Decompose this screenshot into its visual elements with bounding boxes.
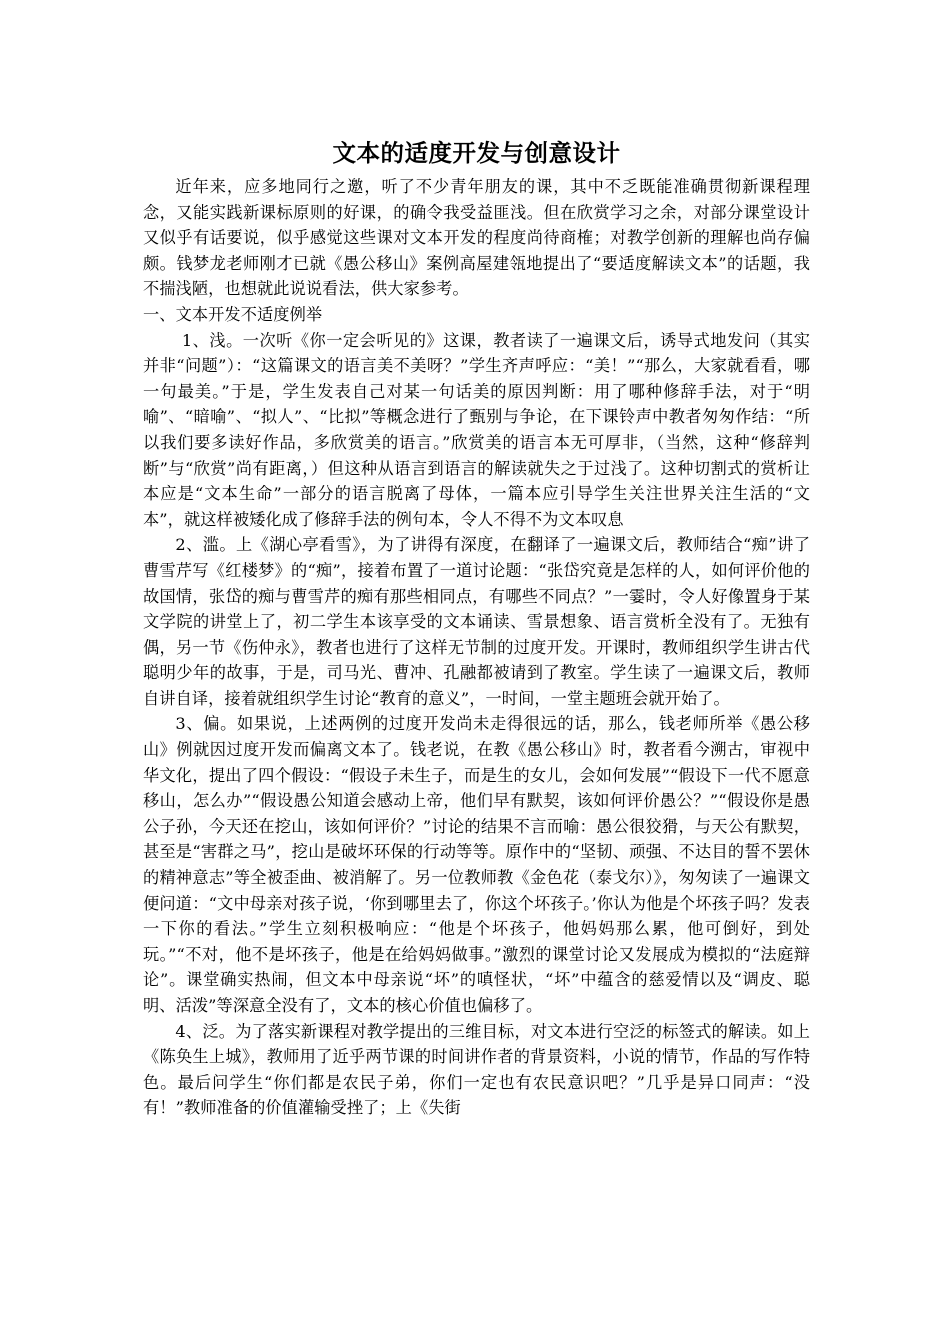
paragraph-vague: 4、泛。为了落实新课程对教学提出的三维目标，对文本进行空泛的标签式的解读。如上《陈奂生上城》，教师用了近乎两节课的时间讲作者的背景资料，小说的情节，作品的写作特色。最后问学生“你们都是农民子弟，你们一定也有农民意识吧？”几乎是异口同声：“没有！”教师准备的价值灌输受挫了；上《失街	[143, 1021, 810, 1118]
section-heading: 一、文本开发不适度例举	[143, 304, 323, 324]
paragraph-excessive: 2、滥。上《湖心亭看雪》，为了讲得有深度，在翻译了一遍课文后，教师结合“痴”讲了曹雪芹写《红楼梦》的“痴”，接着布置了一道讨论题：“张岱究竟是怎样的人，如何评价他的故国情，张岱的痴与曹雪芹的痴有那些相同点，有哪些不同点？”一霎时，令人好像置身于某文学院的讲堂上了，初二学生本该享受的文本诵读、雪景想象、语言赏析全没有了。无独有偶，另一节《伤仲永》，教者也进行了这样无节制的过度开发。开课时，教师组织学生讲古代聪明少年的故事，于是，司马光、曹冲、孔融都被请到了教室。学生读了一遍课文后，教师自讲自译，接着就组织学生讨论“教育的意义”，一时间，一堂主题班会就开始了。	[143, 535, 810, 708]
paragraph-shallow: 1、浅。一次听《你一定会听见的》这课，教者读了一遍课文后，诱导式地发问（其实并非“问题”）：“这篇课文的语言美不美呀？”学生齐声呼应：“美！”“那么，大家就看看，哪一句最美。”于是，学生发表自己对某一句话美的原因判断：用了哪种修辞手法，对于“明喻”、“暗喻”、“拟人”、“比拟”等概念进行了甄别与争论，在下课铃声中教者匆匆作结：“所以我们要多读好作品，多欣赏美的语言。”欣赏美的语言本无可厚非，（当然，这种“修辞判断”与“欣赏”尚有距离，）但这种从语言到语言的解读就失之于过浅了。这种切割式的赏析让本应是“文本生命”一部分的语言脱离了母体，一篇本应引导学生关注世界关注生活的“文本”，就这样被矮化成了修辞手法的例句本，令人不得不为文本叹息	[143, 330, 810, 529]
paragraph-deviation: 3、偏。如果说，上述两例的过度开发尚未走得很远的话，那么，钱老师所举《愚公移山》例就因过度开发而偏离文本了。钱老说，在教《愚公移山》时，教者看今溯古，审视中华文化，提出了四个假设：“假设子未生子，而是生的女儿，会如何发展”“假设下一代不愿意移山，怎么办”“假设愚公知道会感动上帝，他们早有默契，该如何评价愚公？”“假设你是愚公子孙，今天还在挖山，该如何评价？”讨论的结果不言而喻：愚公很狡猾，与天公有默契，甚至是“害群之马”，挖山是破坏环保的行动等等。原作中的“坚韧、顽强、不达目的誓不罢休的精神意志”等全被歪曲、被消解了。另一位教师教《金色花（泰戈尔）》，匆匆读了一遍课文便问道：“文中母亲对孩子说，‘你到哪里去了，你这个坏孩子。’你认为他是个坏孩子吗？发表一下你的看法。”学生立刻积极响应：“他是个坏孩子，他妈妈那么累，他可倒好，到处玩。”“不对，他不是坏孩子，他是在给妈妈做事。”激烈的课堂讨论又发展成为模拟的“法庭辩论”。课堂确实热闹，但文本中母亲说“坏”的嗔怪状，“坏”中蕴含的慈爱情以及“调皮、聪明、活泼”等深意全没有了，文本的核心价值也偏移了。	[143, 714, 810, 1015]
intro-paragraph: 近年来，应多地同行之邀，听了不少青年朋友的课，其中不乏既能准确贯彻新课程理念，又能实践新课标原则的好课，的确令我受益匪浅。但在欣赏学习之余，对部分课堂设计又似乎有话要说，似乎感觉这些课对文本开发的程度尚待商榷；对教学创新的理解也尚存偏颇。钱梦龙老师刚才已就《愚公移山》案例高屋建瓴地提出了“要适度解读文本”的话题，我不揣浅陋，也想就此说说看法，供大家参考。	[143, 177, 810, 299]
document-title: 文本的适度开发与创意设计	[332, 139, 621, 167]
document-body	[143, 131, 810, 1121]
